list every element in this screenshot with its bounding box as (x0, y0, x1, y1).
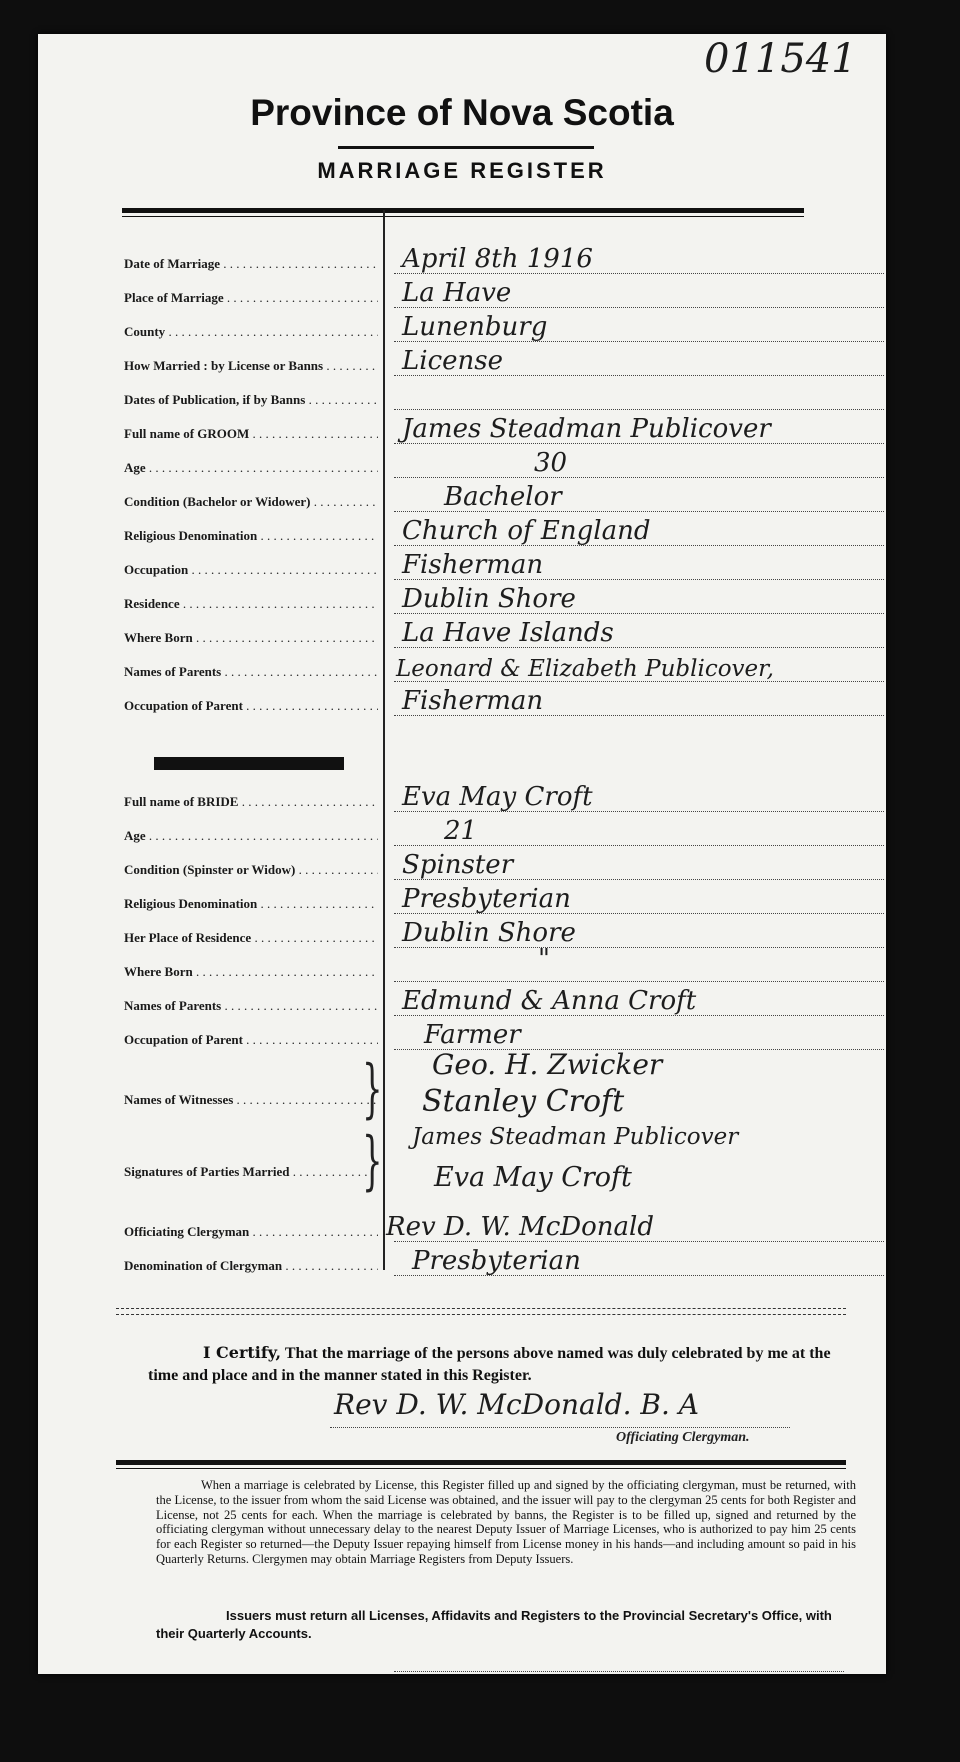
bride-section-bar (154, 757, 344, 770)
witnesses-brace: } (362, 1052, 383, 1126)
header-rule (122, 208, 804, 213)
field-bride-birthplace: Where Born . . . " (124, 950, 924, 984)
field-dates-of-publication: Dates of Publication, if by Banns . . . (124, 378, 924, 412)
field-parties: Signatures of Parties Married . . . (124, 1150, 924, 1184)
field-groom-parents: Names of Parents . . . Leonard & Elizabeth Publicover, (124, 650, 924, 684)
field-groom-age: Age . . . 30 (124, 446, 924, 480)
field-groom-condition: Condition (Bachelor or Widower) . . . Bachelor (124, 480, 924, 514)
title-rule (338, 146, 594, 149)
witness-2: Stanley Croft (422, 1084, 625, 1119)
field-bride-condition: Condition (Spinster or Widow) . . . Spinster (124, 848, 924, 882)
field-bride-age: Age . . . 21 (124, 814, 924, 848)
field-groom-residence: Residence . . . Dublin Shore (124, 582, 924, 616)
field-bride-residence: Her Place of Residence . . . Dublin Shore (124, 916, 924, 950)
certification-statement: I Certify, That the marriage of the persons above named was duly celebrated by me at the time and place and in the manner stated in this Register. (148, 1343, 831, 1384)
field-officiating-clergyman: Officiating Clergyman . . . Rev D. W. McDonald (124, 1210, 924, 1244)
return-instructions: When a marriage is celebrated by License, this Register filled up and signed by the officiating clergyman, must be returned, with the License, to the issuer from whom the said License was obtained, and the issuer will pay to the clergyman 25 cents for both Register and License, not 25 cents for each. When the marriage is celebrated by banns, the Register is to be filled up, signed and returned by the officiating clergyman without unnecessary delay to the nearest Deputy Issuer of Marriage Licenses, who is authorized to pay him 25 cents for each Register so returned—the Deputy Issuer repaying himself from License money in his hands—and including amount so paid in his Quarterly Returns. Clergymen may obtain Marriage Registers from Deputy Issuers. (156, 1478, 856, 1566)
field-place-of-marriage: Place of Marriage . . . La Have (124, 276, 924, 310)
issuers-notice: Issuers must return all Licenses, Affidavits and Registers to the Provincial Secretary's Office, with their Quarterly Accounts. (156, 1608, 832, 1641)
footer-rule (116, 1460, 846, 1465)
field-groom-name: Full name of GROOM . . . James Steadman Publicover (124, 412, 924, 446)
field-bride-parents: Names of Parents . . . Edmund & Anna Croft (124, 984, 924, 1018)
field-groom-occupation: Occupation . . . Fisherman (124, 548, 924, 582)
header-rule-thin (122, 216, 804, 217)
parties-brace: } (362, 1124, 383, 1198)
field-bride-name: Full name of BRIDE . . . Eva May Croft (124, 780, 924, 814)
page-subtitle: MARRIAGE REGISTER (317, 158, 607, 183)
register-page (38, 34, 886, 1674)
party-2-signature: Eva May Croft (434, 1162, 632, 1193)
field-clergy-denomination: Denomination of Clergyman . . . Presbyterian (124, 1244, 924, 1278)
field-bride-parent-occupation: Occupation of Parent . . . Farmer (124, 1018, 924, 1052)
field-groom-religion: Religious Denomination . . . Church of England (124, 514, 924, 548)
field-groom-birthplace: Where Born . . . La Have Islands (124, 616, 924, 650)
document-number: 011541 (704, 36, 857, 82)
field-date-of-marriage: Date of Marriage . . . April 8th 1916 (124, 242, 924, 276)
witness-1: Geo. H. Zwicker (432, 1048, 663, 1081)
field-witnesses: Names of Witnesses . . . (124, 1078, 924, 1112)
signature-caption: Officiating Clergyman. (616, 1430, 750, 1445)
clergyman-signature: Rev D. W. McDonald. B. A (334, 1388, 699, 1421)
field-how-married: How Married : by License or Banns . . . License (124, 344, 924, 378)
field-bride-religion: Religious Denomination . . . Presbyterian (124, 882, 924, 916)
party-1-signature: James Steadman Publicover (412, 1124, 739, 1150)
field-county: County . . . Lunenburg (124, 310, 924, 344)
page-title: Province of Nova Scotia (250, 92, 674, 133)
field-groom-parent-occupation: Occupation of Parent . . . Fisherman (124, 684, 924, 718)
